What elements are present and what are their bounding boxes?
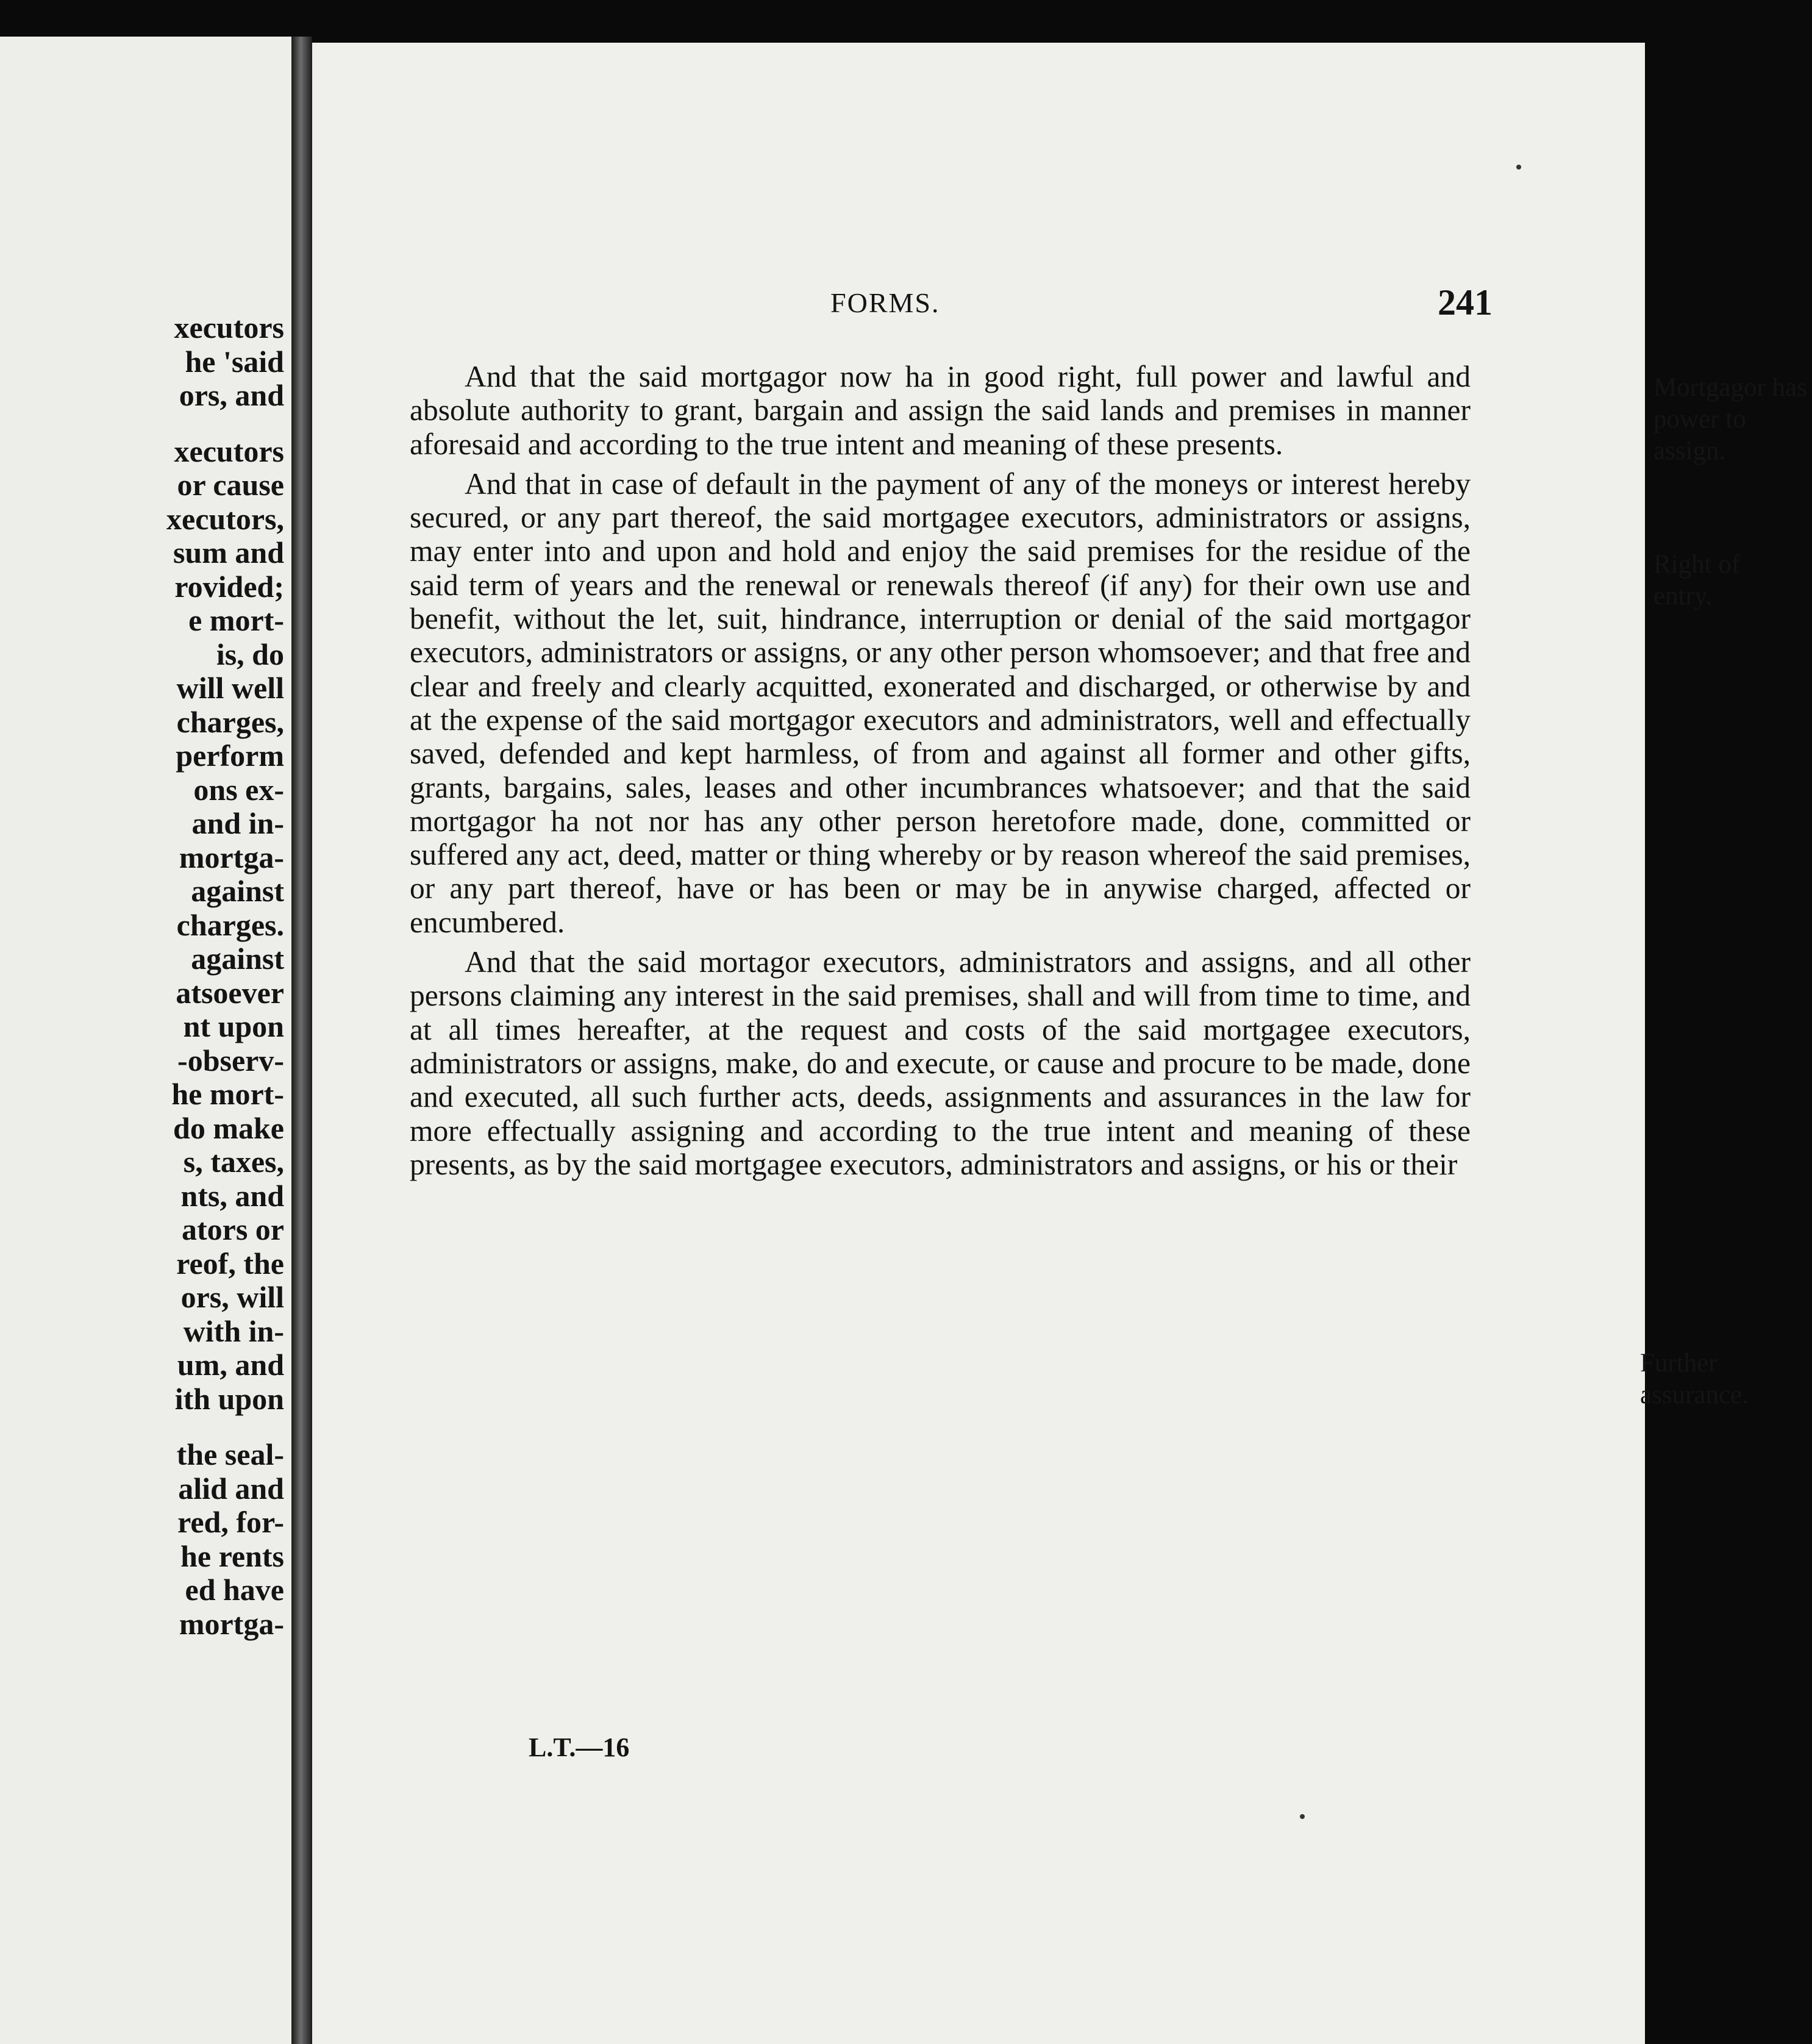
margin-note-further-assurance: Further assurance. xyxy=(1640,1349,1749,1409)
margin-note-right-of-entry: Right of entry. xyxy=(1653,550,1741,610)
left-line: he rents xyxy=(180,1538,284,1573)
left-line: ators or xyxy=(182,1212,284,1246)
left-line: rovided; xyxy=(174,569,284,604)
left-line: ors, will xyxy=(180,1280,284,1314)
running-head: FORMS. xyxy=(830,287,940,318)
left-line: xecutors, xyxy=(166,501,284,536)
left-line: perform xyxy=(176,738,284,773)
left-line: nt upon xyxy=(183,1009,284,1043)
paragraph-further-assurance: And that the said mortagor executors, administrators and assigns, and all other persons claiming any interest in the said premises, shall and will from time to time, and at all times hereafter, at the request and costs of the said mortgagee executors, administrators or assigns, make, do and execute, or cause and procure to be made, done and executed, all such further acts, deeds, assignments and assurances in the law for more effectually assigning and according to the true intent and meaning of these presents, as by the said mortgagee executors, administrators and assigns, or his or their xyxy=(410,945,1471,1181)
left-line: ed have xyxy=(185,1573,284,1607)
left-line: ors, and xyxy=(179,378,284,412)
left-line: nts, and xyxy=(180,1178,284,1213)
left-line: and in- xyxy=(191,806,284,840)
left-line: will well xyxy=(176,671,284,705)
left-line: charges, xyxy=(176,704,284,739)
left-line: atsoever xyxy=(176,975,284,1010)
left-line: the seal- xyxy=(176,1437,284,1471)
left-line: s, taxes, xyxy=(183,1145,284,1179)
right-page xyxy=(312,43,1807,2044)
left-line: reof, the xyxy=(176,1246,284,1281)
left-line: with in- xyxy=(183,1313,284,1348)
left-line: he mort- xyxy=(171,1077,284,1111)
left-line: e mort- xyxy=(188,603,284,637)
left-line: xecutors xyxy=(174,310,284,345)
left-line: or cause xyxy=(177,468,284,502)
left-line: mortga- xyxy=(179,840,284,874)
left-page-fragment xyxy=(0,37,291,2044)
left-line: charges. xyxy=(176,907,284,942)
left-line: do make xyxy=(173,1110,284,1145)
book-gutter xyxy=(291,37,312,2044)
left-line: ith upon xyxy=(174,1381,284,1416)
speck xyxy=(1516,165,1521,170)
left-line: he 'said xyxy=(185,344,284,379)
paragraph-right-of-entry: And that in case of default in the payment of any of the moneys or interest hereby secured, or any part thereof, the said mortgagee executors, administrators or assigns, may enter into and upon and hold and enjoy the said premises for the residue of the said term of years and the renewal or renewals thereof (if any) for their own use and benefit, without the let, suit, hindrance, interruption or denial of the said mortgagor executors, administrators or assigns, or any other person whomsoever; and that free and clear and freely and clearly acquitted, exonerated and discharged, or otherwise by and at the expense of the said mortgagor executors and administrators, well and effectually saved, defended and kept harmless, of from and against all former and other gifts, grants, bargains, sales, leases and other incumbrances whatsoever; and that the said mortgagor ha not nor has any other person heretofore made, done, committed or suffered any act, deed, matter or thing whereby or by reason whereof the said premises, or any part thereof, have or has been or may be in anywise charged, affected or encumbered. xyxy=(410,466,1471,939)
left-line: -observ- xyxy=(177,1043,284,1077)
left-page-text xyxy=(40,311,284,1641)
left-line: against xyxy=(191,942,284,976)
signature-mark: L.T.—16 xyxy=(529,1732,630,1762)
left-line: red, for- xyxy=(177,1505,284,1539)
page-number: 241 xyxy=(1438,282,1493,323)
left-line: xecutors xyxy=(174,434,284,468)
body-text xyxy=(410,360,1471,1181)
speck xyxy=(1300,1814,1305,1819)
left-line: um, and xyxy=(177,1348,284,1382)
left-line: against xyxy=(191,874,284,908)
margin-note-mortgagor: Mortgagor has power to assign. xyxy=(1653,373,1807,465)
left-line: mortga- xyxy=(179,1606,284,1641)
left-line: sum and xyxy=(173,535,284,570)
left-line: alid and xyxy=(178,1471,284,1506)
left-line: ons ex- xyxy=(193,772,284,807)
paragraph-power-to-assign: And that the said mortgagor now ha in good right, full power and lawful and absolute authority to grant, bargain and assign the said lands and premises in manner aforesaid and according to the true intent and meaning of these presents. xyxy=(410,360,1471,461)
left-line: is, do xyxy=(216,637,284,671)
